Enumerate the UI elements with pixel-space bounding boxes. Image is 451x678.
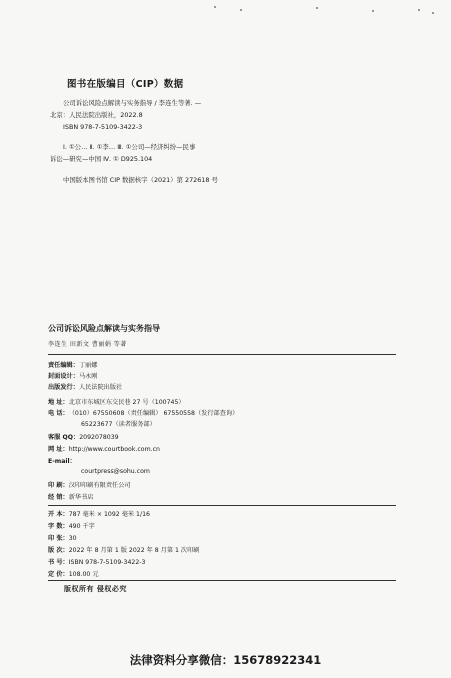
price-value: 108.00 元 (68, 571, 99, 578)
print-sheets-value: 30 (68, 535, 77, 542)
scan-speck (372, 10, 374, 12)
scan-speck (214, 6, 216, 8)
responsible-editor-row (48, 360, 98, 369)
phone-label: 电 话： (48, 410, 69, 417)
print-sheets-row (48, 533, 77, 542)
printer-row (48, 480, 131, 489)
price-label: 定 价： (48, 571, 69, 578)
isbn-value: ISBN 978-7-5109-3422-3 (68, 559, 146, 566)
word-count-label: 字 数： (48, 523, 69, 530)
printer-label: 印 刷： (48, 482, 69, 489)
scan-speck (240, 9, 242, 11)
cip-line-publisher: 北京：人民法院出版社，2022.8 (50, 111, 143, 119)
divider (48, 354, 396, 355)
publisher-value: 人民法院出版社 (78, 384, 123, 391)
cip-line-title: 公司诉讼风险点解读与实务指导 / 李连生等著. — (63, 99, 202, 107)
cover-design-value: 马永刚 (78, 373, 98, 380)
qq-value: 2092078039 (79, 434, 119, 441)
format-value: 787 毫米 × 1092 毫米 1/16 (68, 511, 150, 518)
cip-line-isbn: ISBN 978-7-5109-3422-3 (63, 123, 143, 131)
address-value: 北京市东城区东交民巷 27 号（100745） (68, 399, 185, 406)
isbn-label: 书 号： (48, 559, 69, 566)
price-row (48, 569, 99, 578)
responsible-editor-label: 责任编辑： (48, 362, 79, 369)
address-row (48, 397, 185, 406)
print-sheets-label: 印 张： (48, 535, 69, 542)
book-title: 公司诉讼风险点解读与实务指导 (48, 324, 160, 333)
divider (48, 580, 396, 581)
edition-label: 版 次： (48, 547, 69, 554)
website-value: http://www.courtbook.com.cn (68, 446, 160, 453)
phone-row (48, 408, 238, 417)
phone-value: （010）67550608（责任编辑） 67550558（发行部查询） (68, 410, 239, 417)
copyright-notice: 版权所有 侵权必究 (64, 585, 127, 593)
email-label: E-mail： (48, 458, 76, 465)
format-row (48, 509, 150, 518)
book-authors: 李连生 田新文 曹丽娟 等著 (48, 341, 127, 348)
word-count-row (48, 521, 95, 530)
email-value: courtpress@sohu.com (81, 468, 150, 475)
website-label: 网 址： (48, 446, 69, 453)
website-row (48, 444, 160, 453)
divider (48, 505, 396, 506)
cover-design-row (48, 371, 98, 380)
scan-speck (316, 7, 318, 9)
publisher-label: 出版发行： (48, 384, 79, 391)
scan-speck (432, 12, 434, 14)
email-row (48, 456, 76, 465)
distributor-value: 新华书店 (68, 494, 94, 501)
qq-row (48, 432, 119, 441)
address-label: 地 址： (48, 399, 69, 406)
cip-line-catalog-number: 中国版本图书馆 CIP 数据核字（2021）第 272618 号 (63, 176, 218, 184)
isbn-row (48, 557, 145, 566)
phone-value-cont: 65223677（读者服务部） (81, 421, 156, 428)
edition-value: 2022 年 8 月第 1 版 2022 年 8 月第 1 次印刷 (68, 547, 200, 554)
cip-line-classification-cont: 诉讼—研究—中国 Ⅳ. ① D925.104 (50, 155, 153, 163)
printer-value: 汉印印刷有限责任公司 (68, 482, 131, 489)
cip-heading: 图书在版编目（CIP）数据 (67, 79, 184, 90)
publisher-row (48, 382, 122, 391)
word-count-value: 490 千字 (68, 523, 95, 530)
qq-label: 客服 QQ： (48, 434, 80, 441)
distributor-row (48, 492, 93, 501)
scan-speck (418, 9, 420, 11)
format-label: 开 本： (48, 511, 69, 518)
cover-design-label: 封面设计： (48, 373, 79, 380)
footer-watermark: 法律资料分享微信：15678922341 (129, 653, 322, 667)
edition-row (48, 545, 199, 554)
cip-line-classification: Ⅰ. ①公… Ⅱ. ①李… Ⅲ. ①公司—经济纠纷—民事 (63, 143, 196, 151)
responsible-editor-value: 丁丽娜 (78, 362, 98, 369)
distributor-label: 经 销： (48, 494, 69, 501)
